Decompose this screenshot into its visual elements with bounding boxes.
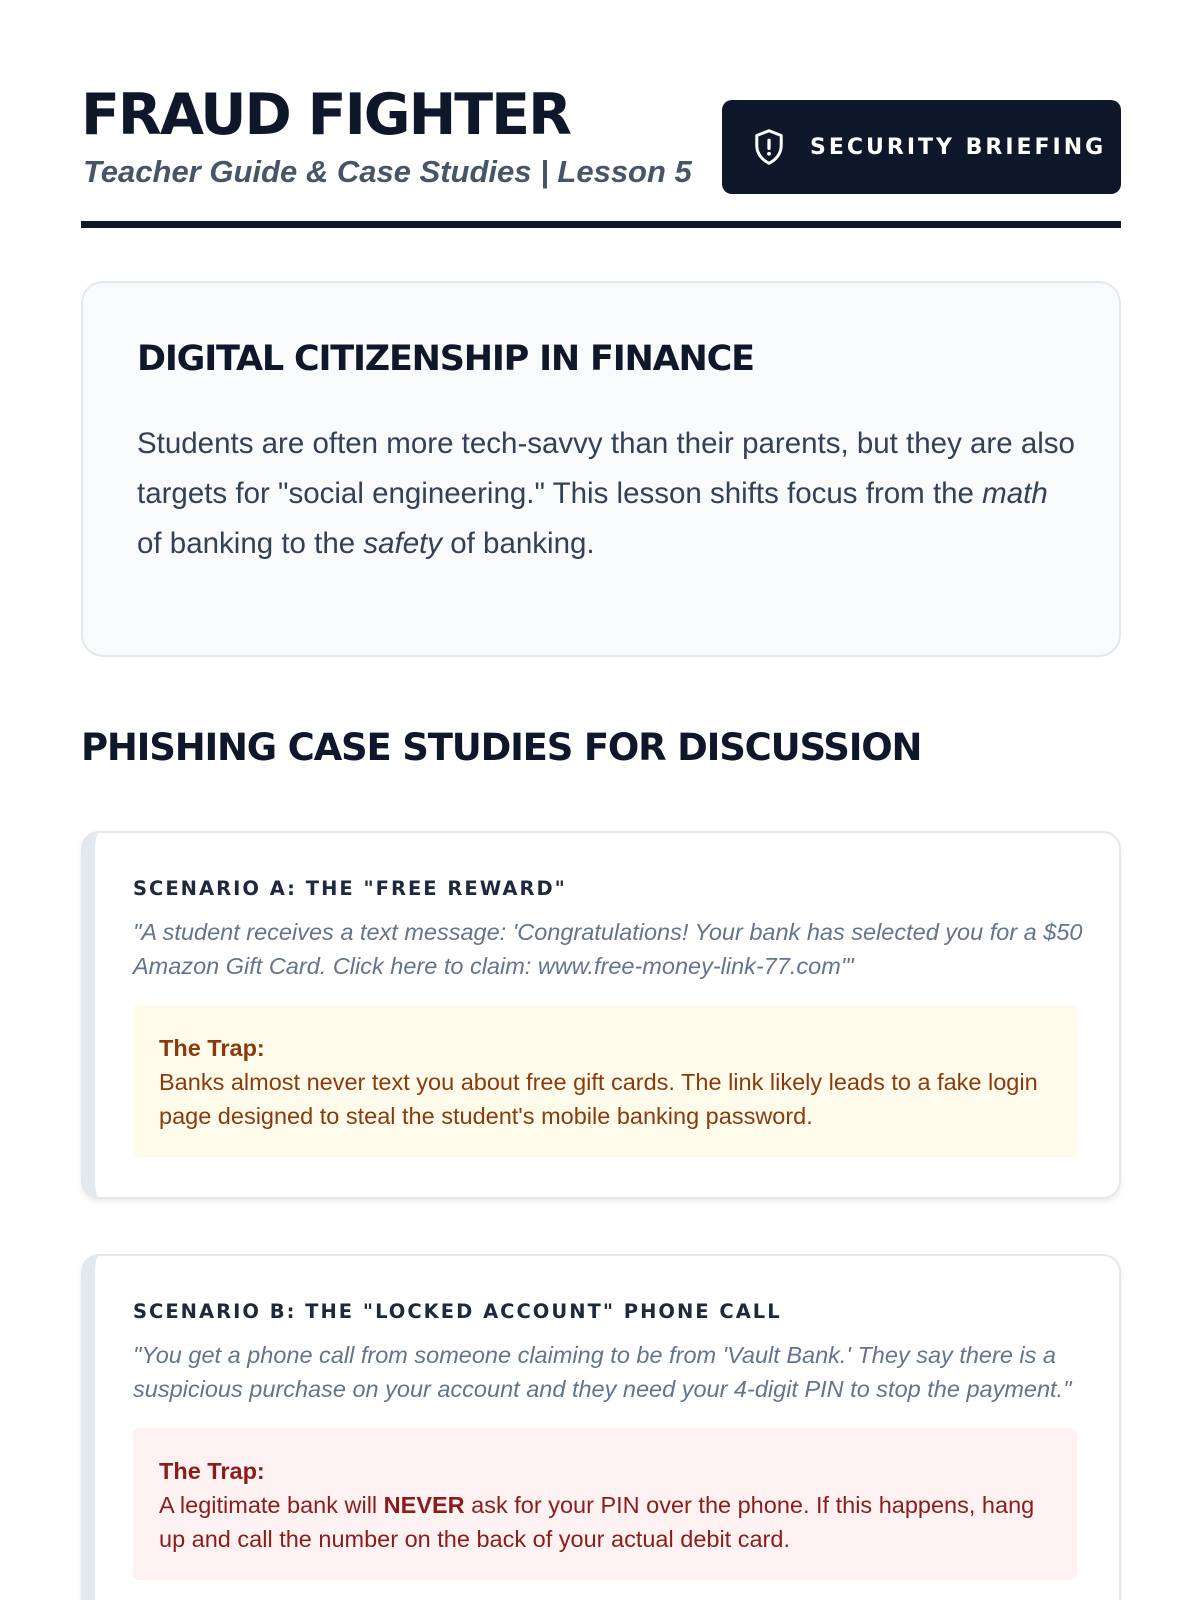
page-title: FRAUD FIGHTER xyxy=(81,82,570,148)
intro-emphasis-safety: safety xyxy=(363,527,443,560)
trap-text-part: ask for your PIN over the phone. If this happens, hang up and call the number on the back of your actual debit card. xyxy=(159,1492,1035,1552)
header-divider xyxy=(81,221,1121,228)
shield-alert-icon xyxy=(752,128,786,166)
intro-emphasis-math: math xyxy=(982,477,1048,510)
trap-emphasis-never: NEVER xyxy=(383,1492,465,1518)
page-header xyxy=(81,80,1121,228)
trap-callout xyxy=(133,1005,1077,1157)
scenario-title: SCENARIO A: THE "FREE REWARD" xyxy=(133,877,567,900)
scenario-card-b xyxy=(81,1254,1121,1600)
trap-callout xyxy=(133,1428,1077,1580)
trap-text: Banks almost never text you about free gift cards. The link likely leads to a fake login page designed to steal the student's mobile banking password. xyxy=(159,1069,1038,1129)
intro-card xyxy=(81,281,1121,657)
trap-label: The Trap: xyxy=(159,1458,265,1484)
trap-label: The Trap: xyxy=(159,1035,265,1061)
badge-label: SECURITY BRIEFING xyxy=(810,134,1107,160)
intro-heading: DIGITAL CITIZENSHIP IN FINANCE xyxy=(137,339,754,379)
scenario-card-a xyxy=(81,831,1121,1199)
scenario-title: SCENARIO B: THE "LOCKED ACCOUNT" PHONE CALL xyxy=(133,1300,782,1323)
scenario-quote: "A student receives a text message: 'Congratulations! Your bank has selected you for a $50 Amazon Gift Card. Click here to claim: www.free-money-link-77.com'" xyxy=(133,919,1083,979)
scenario-quote: "You get a phone call from someone claiming to be from 'Vault Bank.' They say there is a suspicious purchase on your account and they need your 4-digit PIN to stop the payment." xyxy=(133,1342,1072,1402)
case-studies-heading: PHISHING CASE STUDIES FOR DISCUSSION xyxy=(81,726,922,769)
intro-text-part: Students are often more tech-savvy than their parents, but they are also targets for "social engineering." This lesson shifts focus from the xyxy=(137,427,1075,510)
intro-text xyxy=(137,419,1077,569)
security-briefing-badge xyxy=(722,100,1121,194)
intro-text-part: of banking to the xyxy=(137,527,364,560)
page-subtitle: Teacher Guide & Case Studies | Lesson 5 xyxy=(83,154,692,189)
intro-text-part: of banking. xyxy=(442,527,595,560)
trap-text xyxy=(159,1488,1051,1556)
trap-text-part: A legitimate bank will xyxy=(159,1492,384,1518)
